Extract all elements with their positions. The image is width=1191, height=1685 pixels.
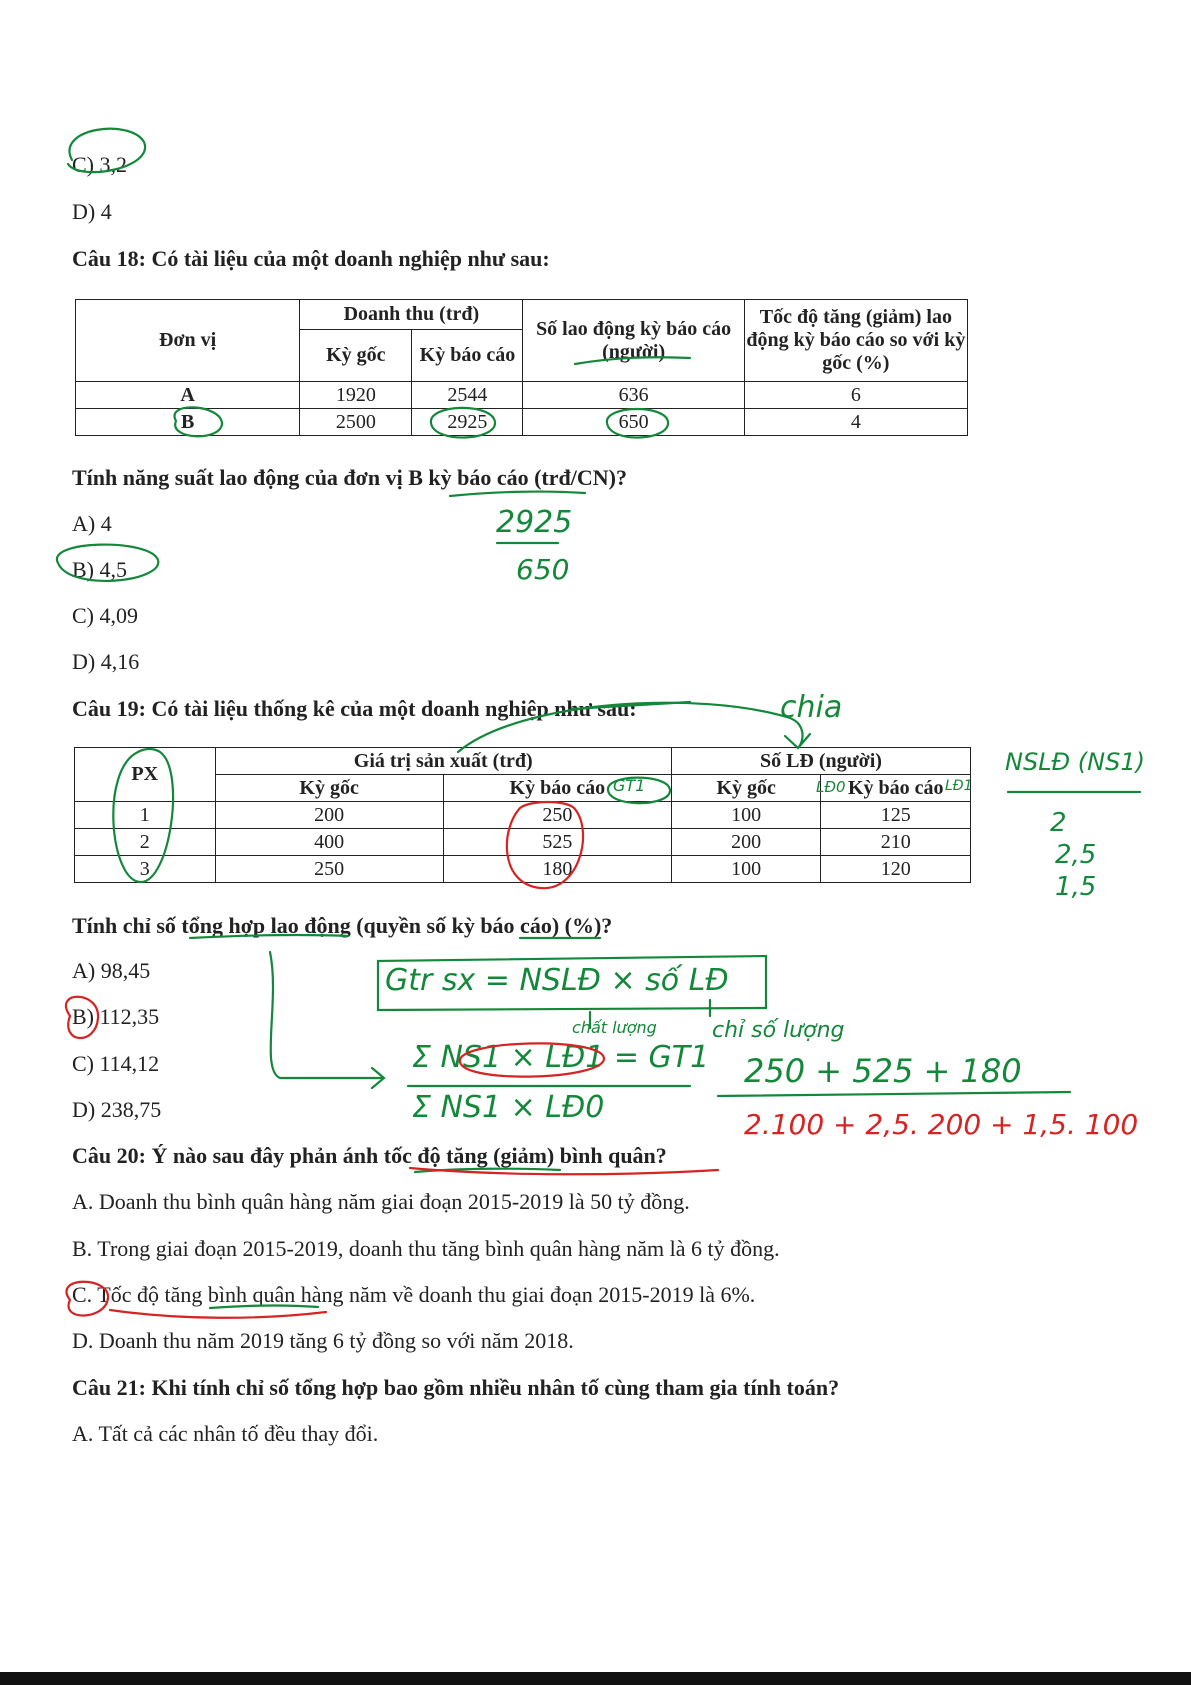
q20-option-a: A. Doanh thu bình quân hàng năm giai đoạn 2015-2019 là 50 tỷ đồng. [72,1189,690,1214]
calc-bar [718,1092,1070,1096]
q19-cell: 100 [671,856,821,883]
hand-ld1-label: LĐ1 [945,778,973,794]
q18-header-so-lao-dong: Số lao động kỳ báo cáo (người) [523,300,744,382]
hand-nsld-label: NSLĐ (NS1) [1005,748,1145,776]
table-row [76,382,968,409]
q18-cell: 4 [744,409,967,436]
q19-cell: 525 [443,829,671,856]
q19-option-a: A) 98,45 [72,958,151,983]
q18-cell: 2500 [300,409,412,436]
q19-cell: 3 [75,856,216,883]
q19-cell: 100 [671,802,821,829]
q19-option-b: B) 112,35 [72,1004,160,1029]
q20-title: Câu 20: Ý nào sau đây phản ánh tốc độ tăng (giảm) bình quân? [72,1143,667,1168]
q18-header-don-vi: Đơn vị [76,300,300,382]
hand-ld0-label: LĐ0 [816,778,846,796]
q20-option-d: D. Doanh thu năm 2019 tăng 6 tỷ đồng so với năm 2018. [72,1328,574,1353]
q18-unit: A [76,382,300,409]
hand-formula-box: Gtr sx = NSLĐ × số LĐ [385,963,729,998]
q19-title: Câu 19: Có tài liệu thống kê của một doanh nghiệp như sau: [72,696,637,721]
q18-option-c: C) 4,09 [72,603,138,628]
q20-option-c: C. Tốc độ tăng bình quân hàng năm về doanh thu giai đoạn 2015-2019 là 6%. [72,1282,756,1307]
q19-header-gia-tri: Giá trị sản xuất (trđ) [215,748,671,775]
q18-header-ky-bao-cao: Kỳ báo cáo [412,330,523,382]
q18-title: Câu 18: Có tài liệu của một doanh nghiệp như sau: [72,246,550,271]
q20-option-b: B. Trong giai đoạn 2015-2019, doanh thu tăng bình quân hàng năm là 6 tỷ đồng. [72,1236,780,1261]
q19-cell: 250 [443,802,671,829]
q18-cell: 6 [744,382,967,409]
underline-ky-bao-cao [450,492,585,496]
q18-cell: 2544 [412,382,523,409]
table-row [75,802,971,829]
q17-option-c: C) 3,2 [72,152,127,177]
underline-toc-do [415,1169,560,1172]
q19-cell: 210 [821,829,971,856]
q18-option-b: B) 4,5 [72,557,127,582]
q18-cell: 636 [523,382,744,409]
q19-table [74,747,971,883]
arrow-bracket [270,952,384,1088]
table-row [76,409,968,436]
q21-option-a: A. Tất cả các nhân tố đều thay đổi. [72,1421,379,1446]
hand-ns-value: 2,5 [1055,840,1097,870]
q18-question: Tính năng suất lao động của đơn vị B kỳ báo cáo (trđ/CN)? [72,465,627,490]
hand-gt1-label: GT1 [613,776,646,795]
hand-chat-luong: chất lượng [572,1018,657,1037]
hand-denominator: 650 [516,553,570,586]
q18-table [75,299,968,436]
q19-cell: 125 [821,802,971,829]
q18-cell: 2925 [412,409,523,436]
bottom-bar [0,1672,1191,1685]
q19-header-ld-ky-goc: Kỳ gốc [671,775,821,802]
q19-option-c: C) 114,12 [72,1051,160,1076]
q21-title: Câu 21: Khi tính chỉ số tổng hợp bao gồm nhiều nhân tố cùng tham gia tính toán? [72,1375,840,1400]
q18-unit: B [76,409,300,436]
hand-ns-value: 2 [1050,808,1067,838]
hand-numerator: 2925 [496,505,573,540]
q18-cell: 1920 [300,382,412,409]
q19-header-ld-ky-bao-cao: Kỳ báo cáo [821,775,971,802]
q18-header-doanh-thu: Doanh thu (trđ) [300,300,523,330]
q19-cell: 180 [443,856,671,883]
q19-option-d: D) 238,75 [72,1097,162,1122]
hand-calc-num: 250 + 525 + 180 [744,1052,1022,1090]
q19-cell: 200 [671,829,821,856]
q19-cell: 1 [75,802,216,829]
q19-cell: 400 [215,829,443,856]
q18-header-toc-do: Tốc độ tăng (giảm) lao động kỳ báo cáo so với kỳ gốc (%) [744,300,967,382]
hand-chia: chia [780,690,843,725]
table-row [75,856,971,883]
q19-cell: 200 [215,802,443,829]
q18-option-a: A) 4 [72,511,112,536]
q19-cell: 120 [821,856,971,883]
underline-q20-c [110,1310,326,1318]
q18-option-d: D) 4,16 [72,649,140,674]
q18-cell: 650 [523,409,744,436]
hand-sum-num: Σ NS1 × LĐ1 = GT1 [412,1040,710,1075]
q19-header-px: PX [75,748,216,802]
hand-calc-den: 2.100 + 2,5. 200 + 1,5. 100 [744,1108,1139,1141]
q19-header-so-ld: Số LĐ (người) [671,748,970,775]
q17-option-d: D) 4 [72,199,112,224]
q19-header-gt-ky-bao-cao: Kỳ báo cáo [443,775,671,802]
hand-chi-so-luong: chỉ số lượng [712,1018,845,1043]
table-row [75,829,971,856]
hand-sum-den: Σ NS1 × LĐ0 [412,1090,605,1125]
q19-cell: 250 [215,856,443,883]
q19-header-gt-ky-goc: Kỳ gốc [215,775,443,802]
q19-question: Tính chỉ số tổng hợp lao động (quyền số kỳ báo cáo) (%)? [72,913,613,938]
q19-cell: 2 [75,829,216,856]
q18-header-ky-goc: Kỳ gốc [300,330,412,382]
hand-ns-value: 1,5 [1055,872,1097,902]
